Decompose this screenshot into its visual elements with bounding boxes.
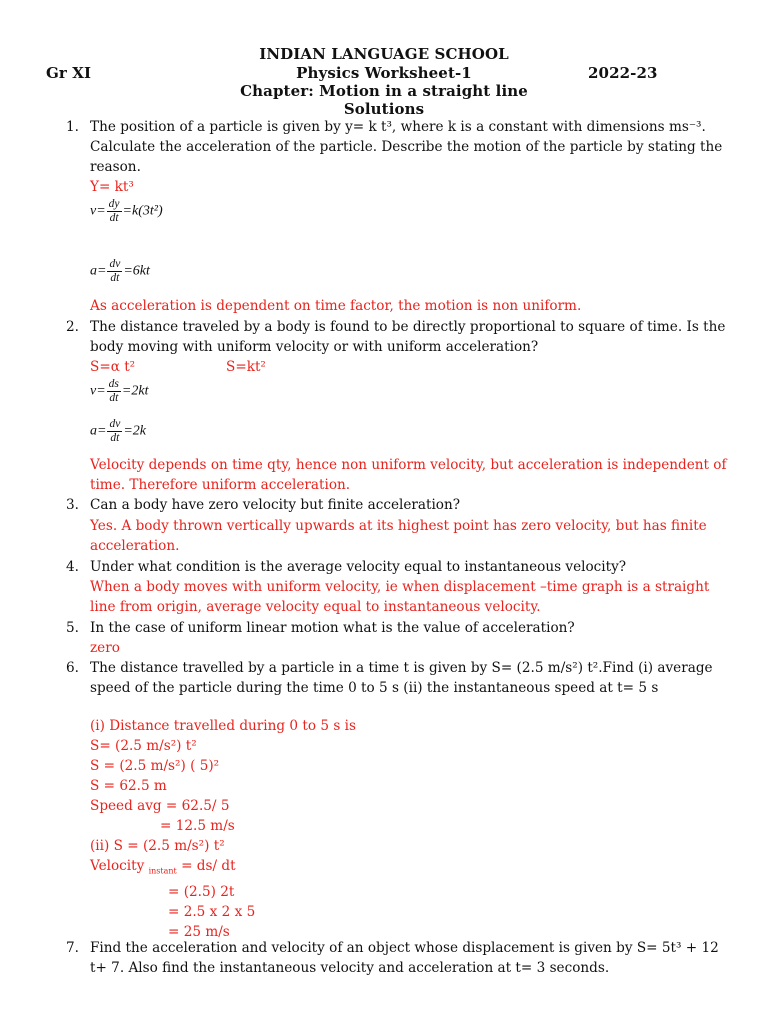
question-text: The position of a particle is given by y= k t³, where k is a constant with dimensions ms⁻³. Calculate the acceleration of the particle. Describe the motion of the particle by stating the reason.: [90, 119, 723, 175]
solution-line: = 25 m/s: [168, 923, 230, 940]
academic-year: 2022-23: [588, 64, 658, 82]
answer-line: Velocity depends on time qty, hence non uniform velocity, but acceleration is independent of time. Therefore uniform acceleration.: [90, 457, 727, 493]
equation-lhs: a=: [90, 423, 107, 439]
question-number: 7.: [66, 940, 79, 956]
solution-line: S = 62.5 m: [90, 778, 167, 794]
question-4: [66, 557, 736, 577]
equation-rhs: =k(3t²): [122, 203, 163, 219]
question-text: Find the acceleration and velocity of an object whose displacement is given by S= 5t³ + 12 t+ 7. Also find the instantaneous velocity and acceleration at t= 3 seconds.: [90, 940, 719, 976]
question-text: The distance traveled by a body is found to be directly proportional to square of time. Is the body moving with uniform velocity or with uniform acceleration?: [90, 319, 726, 355]
question-7: [66, 938, 736, 978]
solution-line: = (2.5) 2t: [168, 883, 235, 900]
answer-line: [90, 357, 730, 377]
answer-line: Y= kt³: [90, 179, 134, 195]
equation-velocity: [90, 198, 163, 225]
answer-line: zero: [90, 640, 120, 656]
equation-acceleration: [90, 418, 146, 445]
equation-rhs: =2kt: [121, 383, 149, 399]
solution-line: = 12.5 m/s: [160, 818, 235, 834]
question-text: In the case of uniform linear motion what is the value of acceleration?: [90, 620, 575, 636]
grade-label: Gr XI: [46, 64, 92, 82]
solution-line: S = (2.5 m/s²) ( 5)²: [90, 758, 220, 774]
solution-block: [90, 716, 730, 942]
equation-lhs: a=: [90, 263, 107, 279]
fraction-numerator: dv: [109, 258, 121, 270]
fraction-denominator: dt: [110, 272, 120, 284]
fraction-numerator: dv: [109, 418, 121, 430]
question-number: 4.: [66, 559, 79, 575]
question-number: 6.: [66, 660, 79, 676]
solution-line: S= (2.5 m/s²) t²: [90, 738, 197, 754]
answer-part: S=α t²: [90, 359, 136, 375]
equation-acceleration: [90, 258, 150, 285]
solution-text: = ds/ dt: [176, 858, 236, 874]
fraction-numerator: dy: [108, 198, 120, 210]
equation-lhs: v=: [90, 383, 106, 399]
answer-line: As acceleration is dependent on time factor, the motion is non uniform.: [90, 298, 582, 314]
equation-rhs: =2k: [123, 423, 146, 439]
question-number: 1.: [66, 119, 79, 135]
worksheet-title: Physics Worksheet-1: [296, 64, 472, 82]
question-number: 3.: [66, 497, 79, 513]
solution-line: (i) Distance travelled during 0 to 5 s is: [90, 718, 356, 734]
equation-rhs: =6kt: [123, 263, 150, 279]
school-name: INDIAN LANGUAGE SCHOOL: [259, 45, 509, 63]
solution-line: [90, 856, 730, 882]
question-text: Under what condition is the average velocity equal to instantaneous velocity?: [90, 559, 627, 575]
answer-line: Yes. A body thrown vertically upwards at its highest point has zero velocity, but has finite acceleration.: [90, 518, 707, 554]
fraction-denominator: dt: [110, 432, 120, 444]
question-text: The distance travelled by a particle in a time t is given by S= (2.5 m/s²) t².Find (i) average speed of the particle during the time 0 to 5 s (ii) the instantaneous speed at t= 5 s: [90, 660, 713, 696]
solutions-title: Solutions: [343, 100, 425, 118]
question-6: [66, 658, 736, 698]
subscript: instant: [148, 866, 177, 876]
question-number: 2.: [66, 319, 79, 335]
derivative-fraction: [107, 378, 121, 405]
solution-text: Velocity: [90, 858, 149, 874]
question-1: [66, 117, 736, 177]
solution-line: (ii) S = (2.5 m/s²) t²: [90, 838, 225, 854]
derivative-fraction: [107, 198, 122, 225]
derivative-fraction: [107, 258, 122, 285]
answer-line: When a body moves with uniform velocity, ie when displacement –time graph is a straight line from origin, average velocity equal to instantaneous velocity.: [90, 579, 710, 615]
question-number: 5.: [66, 620, 79, 636]
chapter-title: Chapter: Motion in a straight line: [240, 82, 528, 100]
fraction-numerator: ds: [108, 378, 119, 390]
answer-part: S=kt²: [226, 359, 266, 375]
fraction-denominator: dt: [109, 212, 119, 224]
fraction-denominator: dt: [109, 392, 119, 404]
derivative-fraction: [107, 418, 122, 445]
question-5: [66, 618, 736, 638]
solution-line: Speed avg = 62.5/ 5: [90, 798, 230, 814]
solution-line: = 2.5 x 2 x 5: [168, 903, 256, 920]
equation-velocity: [90, 378, 148, 405]
equation-lhs: v=: [90, 203, 106, 219]
question-2: [66, 317, 736, 357]
question-3: [66, 495, 736, 515]
question-text: Can a body have zero velocity but finite acceleration?: [90, 497, 461, 513]
